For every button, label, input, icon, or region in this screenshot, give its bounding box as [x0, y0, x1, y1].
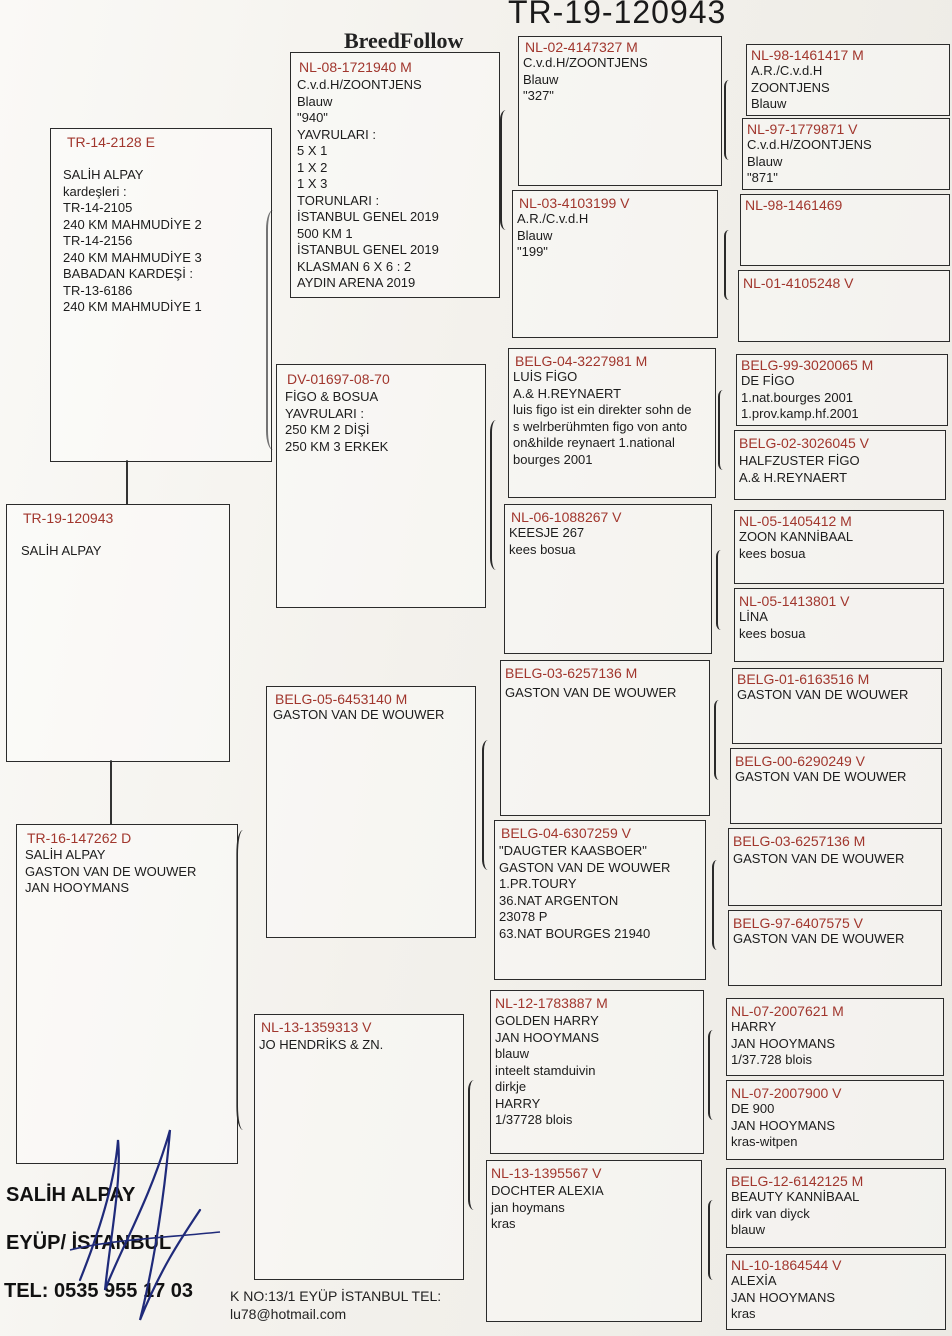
gen2-line: "199" — [517, 244, 548, 259]
gen2-line: inteelt stamduivin — [495, 1062, 596, 1078]
brace-gen2-6 — [708, 1030, 718, 1120]
gen1-line: YAVRULARI : — [285, 405, 364, 421]
gen2-ring: NL-02-4147327 M — [525, 39, 638, 55]
subject-ring: TR-19-120943 — [23, 510, 114, 526]
sibling-line: TR-13-6186 — [63, 282, 133, 298]
gen3-line: JAN HOOYMANS — [731, 1289, 836, 1305]
brace-gen1-0 — [500, 110, 512, 230]
gen3-box — [726, 998, 944, 1076]
gen2-line: DOCHTER ALEXIA — [491, 1183, 604, 1198]
gen3-line: LİNA — [739, 609, 768, 624]
sibling-ring: TR-14-2128 E — [67, 134, 155, 150]
subject-box — [6, 504, 230, 762]
gen3-ring: NL-05-1413801 V — [739, 593, 850, 609]
gen3-box — [736, 354, 948, 426]
gen3-ring: BELG-00-6290249 V — [735, 753, 865, 769]
gen2-line: GASTON VAN DE WOUWER — [505, 685, 677, 700]
gen3-ring: NL-10-1864544 V — [731, 1257, 842, 1273]
gen3-ring: NL-01-4105248 V — [743, 275, 854, 291]
gen1-box — [276, 364, 486, 608]
gen3-box — [728, 828, 942, 906]
gen2-line: s welrberühmten figo von anto — [513, 418, 688, 434]
header-ring-number: TR-19-120943 — [508, 0, 727, 30]
gen2-box — [512, 190, 718, 338]
gen2-ring: NL-06-1088267 V — [511, 509, 622, 525]
gen1-ring: DV-01697-08-70 — [287, 371, 390, 387]
gen2-line: jan hoymans — [491, 1199, 565, 1215]
gen2-box — [500, 660, 710, 816]
gen3-line: kras-witpen — [731, 1134, 798, 1149]
gen1-line: C.v.d.H/ZOONTJENS — [297, 77, 422, 92]
gen3-line: BEAUTY KANNİBAAL — [731, 1189, 860, 1204]
gen2-line: 1.PR.TOURY — [499, 876, 577, 891]
gen3-ring: BELG-02-3026045 V — [739, 435, 869, 451]
brace-gen2-5 — [712, 860, 722, 950]
gen3-box — [728, 910, 942, 986]
sibling-line: 240 KM MAHMUDİYE 3 — [63, 249, 202, 265]
gen3-line: kees bosua — [739, 545, 806, 561]
dam-box — [16, 824, 238, 1164]
gen2-box — [518, 36, 722, 186]
gen3-line: Blauw — [751, 96, 787, 111]
gen3-line: HALFZUSTER FİGO — [739, 453, 860, 468]
gen1-line: 5 X 1 — [297, 143, 328, 158]
gen1-line: "940" — [297, 110, 328, 125]
gen2-ring: NL-12-1783887 M — [495, 995, 608, 1011]
sibling-line: kardeşleri : — [63, 183, 127, 199]
gen3-line: GASTON VAN DE WOUWER — [733, 931, 905, 946]
signature-scribble — [60, 1120, 230, 1330]
gen1-line: İSTANBUL GENEL 2019 — [297, 209, 439, 224]
brace-gen2-1 — [724, 230, 734, 300]
dam-line: JAN HOOYMANS — [25, 880, 130, 895]
gen3-line: A.R./C.v.d.H — [751, 63, 823, 78]
gen3-ring: NL-98-1461417 M — [751, 47, 864, 63]
gen3-line: DE 900 — [731, 1101, 775, 1116]
gen3-line: ZOONTJENS — [751, 79, 830, 95]
gen2-box — [494, 820, 706, 980]
brace-gen1-1 — [490, 420, 502, 570]
gen2-line: on&hilde reynaert 1.national — [513, 435, 675, 450]
gen1-line: TORUNLARI : — [297, 192, 380, 208]
gen2-line: 23078 P — [499, 909, 548, 924]
gen1-line: 1 X 3 — [297, 176, 328, 191]
gen2-line: KEESJE 267 — [509, 525, 585, 540]
gen1-line: Blauw — [297, 93, 333, 109]
gen3-line: "871" — [747, 170, 778, 185]
gen1-box — [266, 686, 476, 938]
gen3-line: A.& H.REYNAERT — [739, 469, 848, 485]
gen2-line: GASTON VAN DE WOUWER — [499, 859, 671, 875]
owner-phone: TEL: 0535 955 17 03 — [4, 1280, 194, 1302]
gen3-line: GASTON VAN DE WOUWER — [737, 687, 909, 702]
gen3-ring: NL-07-2007621 M — [731, 1003, 844, 1019]
gen2-ring: BELG-04-3227981 M — [515, 353, 648, 369]
sibling-line: BABADAN KARDEŞİ : — [63, 266, 194, 281]
brace-gen2-0 — [724, 80, 734, 160]
gen2-line: 63.NAT BOURGES 21940 — [499, 925, 651, 941]
gen1-line: İSTANBUL GENEL 2019 — [297, 242, 439, 257]
gen3-line: 1/37.728 blois — [731, 1052, 812, 1067]
gen2-line: 1/37728 blois — [495, 1112, 573, 1127]
owner-city: EYÜP/ İSTANBUL — [6, 1232, 172, 1254]
gen2-line: LUİS FİGO — [513, 369, 578, 384]
brace-gen1-3 — [468, 1080, 480, 1210]
gen3-line: JAN HOOYMANS — [731, 1117, 836, 1133]
gen3-box — [740, 194, 950, 266]
gen3-ring: BELG-99-3020065 M — [741, 357, 874, 373]
gen2-box — [486, 1160, 702, 1322]
gen3-ring: BELG-12-6142125 M — [731, 1173, 864, 1189]
gen3-line: GASTON VAN DE WOUWER — [733, 851, 905, 866]
gen2-box — [490, 990, 704, 1154]
gen2-line: A.& H.REYNAERT — [513, 385, 622, 401]
owner-name: SALİH ALPAY — [6, 1184, 136, 1206]
gen2-line: GOLDEN HARRY — [495, 1013, 599, 1028]
connector-line — [126, 460, 128, 504]
brace-gen2-4 — [714, 700, 724, 780]
gen3-box — [726, 1168, 946, 1248]
brace-gen1-2 — [482, 740, 494, 870]
gen1-line: GASTON VAN DE WOUWER — [273, 707, 445, 722]
brace-gen2-3 — [716, 550, 726, 630]
gen2-ring: NL-13-1395567 V — [491, 1165, 602, 1181]
gen2-line: kras — [491, 1216, 516, 1231]
brace-gen2-2 — [718, 390, 728, 470]
gen2-line: luis figo ist ein direkter sohn de — [513, 402, 692, 417]
gen2-line: Blauw — [523, 71, 559, 87]
gen3-line: GASTON VAN DE WOUWER — [735, 769, 907, 784]
gen3-ring: NL-98-1461469 — [745, 197, 843, 213]
subject-owner: SALİH ALPAY — [21, 543, 102, 558]
gen3-ring: NL-05-1405412 M — [739, 513, 852, 529]
dam-ring: TR-16-147262 D — [27, 830, 132, 846]
gen1-line: FİGO & BOSUA — [285, 389, 379, 404]
gen2-line: "327" — [523, 88, 554, 103]
gen3-line: ALEXİA — [731, 1273, 777, 1288]
gen1-ring: NL-08-1721940 M — [299, 59, 412, 75]
brace-gen2-7 — [708, 1200, 718, 1280]
brand-logo: BreedFollow — [344, 28, 464, 53]
gen1-line: YAVRULARI : — [297, 126, 376, 142]
gen2-box — [508, 348, 716, 498]
gen2-line: bourges 2001 — [513, 451, 593, 467]
gen3-line: DE FİGO — [741, 373, 795, 388]
gen3-ring: NL-97-1779871 V — [747, 121, 858, 137]
gen3-line: kras — [731, 1306, 756, 1321]
sibling-line: 240 KM MAHMUDİYE 1 — [63, 299, 202, 314]
sibling-line: TR-14-2156 — [63, 233, 133, 248]
gen3-line: 1.prov.kamp.hf.2001 — [741, 406, 859, 421]
gen3-box — [738, 270, 950, 342]
gen2-line: dirkje — [495, 1079, 527, 1094]
gen2-ring: NL-03-4103199 V — [519, 195, 630, 211]
gen1-line: JO HENDRİKS & ZN. — [259, 1037, 384, 1052]
gen3-line: dirk van diyck — [731, 1205, 810, 1221]
gen1-box — [254, 1014, 464, 1280]
gen2-line: JAN HOOYMANS — [495, 1029, 600, 1045]
gen3-line: kees bosua — [739, 625, 806, 641]
gen2-ring: BELG-03-6257136 M — [505, 665, 638, 681]
gen3-ring: NL-07-2007900 V — [731, 1085, 842, 1101]
gen1-line: 500 KM 1 — [297, 225, 353, 241]
gen2-line: 36.NAT ARGENTON — [499, 892, 619, 908]
gen3-ring: BELG-97-6407575 V — [733, 915, 863, 931]
gen1-line: 1 X 2 — [297, 159, 328, 175]
gen2-line: HARRY — [495, 1095, 541, 1111]
gen1-line: AYDIN ARENA 2019 — [297, 275, 416, 290]
gen3-line: 1.nat.bourges 2001 — [741, 389, 854, 405]
gen2-line: A.R./C.v.d.H — [517, 211, 589, 226]
dam-line: SALİH ALPAY — [25, 847, 106, 862]
gen3-line: ZOON KANNİBAAL — [739, 529, 854, 544]
gen3-box — [726, 1080, 944, 1160]
owner-email: lu78@hotmail.com — [230, 1306, 347, 1322]
gen3-box — [734, 430, 946, 500]
gen1-line: 250 KM 3 ERKEK — [285, 438, 389, 454]
gen1-line: KLASMAN 6 X 6 : 2 — [297, 258, 412, 274]
gen2-line: "DAUGTER KAASBOER" — [499, 843, 647, 858]
connector-line — [110, 760, 112, 824]
gen2-line: Blauw — [517, 227, 553, 243]
gen3-box — [730, 748, 942, 824]
gen3-line: blauw — [731, 1222, 765, 1237]
gen1-box — [290, 52, 500, 298]
gen3-line: JAN HOOYMANS — [731, 1035, 836, 1051]
sibling-line: 240 KM MAHMUDİYE 2 — [63, 216, 202, 232]
gen1-ring: BELG-05-6453140 M — [275, 691, 408, 707]
sibling-details — [63, 167, 202, 316]
gen1-ring: NL-13-1359313 V — [261, 1019, 372, 1035]
owner-address: K NO:13/1 EYÜP İSTANBUL TEL: — [230, 1288, 442, 1304]
gen2-line: blauw — [495, 1046, 529, 1061]
sibling-line: TR-14-2105 — [63, 200, 133, 215]
gen2-line: C.v.d.H/ZOONTJENS — [523, 55, 648, 70]
gen3-box — [734, 510, 944, 584]
dam-line: GASTON VAN DE WOUWER — [25, 863, 197, 879]
gen3-box — [732, 668, 942, 744]
gen2-box — [504, 504, 712, 654]
gen3-box — [726, 1254, 946, 1330]
gen3-ring: BELG-01-6163516 M — [737, 671, 870, 687]
gen3-line: HARRY — [731, 1019, 777, 1034]
sibling-line: SALİH ALPAY — [63, 167, 144, 182]
gen3-ring: BELG-03-6257136 M — [733, 833, 866, 849]
gen3-box — [746, 44, 950, 116]
gen2-ring: BELG-04-6307259 V — [501, 825, 631, 841]
gen1-line: 250 KM 2 DİŞİ — [285, 422, 370, 437]
gen3-line: Blauw — [747, 153, 783, 169]
gen3-line: C.v.d.H/ZOONTJENS — [747, 137, 872, 152]
gen3-box — [734, 588, 944, 662]
brace-dam-gen1 — [236, 830, 250, 1130]
gen2-line: kees bosua — [509, 541, 576, 557]
sibling-box — [50, 128, 272, 462]
gen3-box — [742, 118, 950, 190]
